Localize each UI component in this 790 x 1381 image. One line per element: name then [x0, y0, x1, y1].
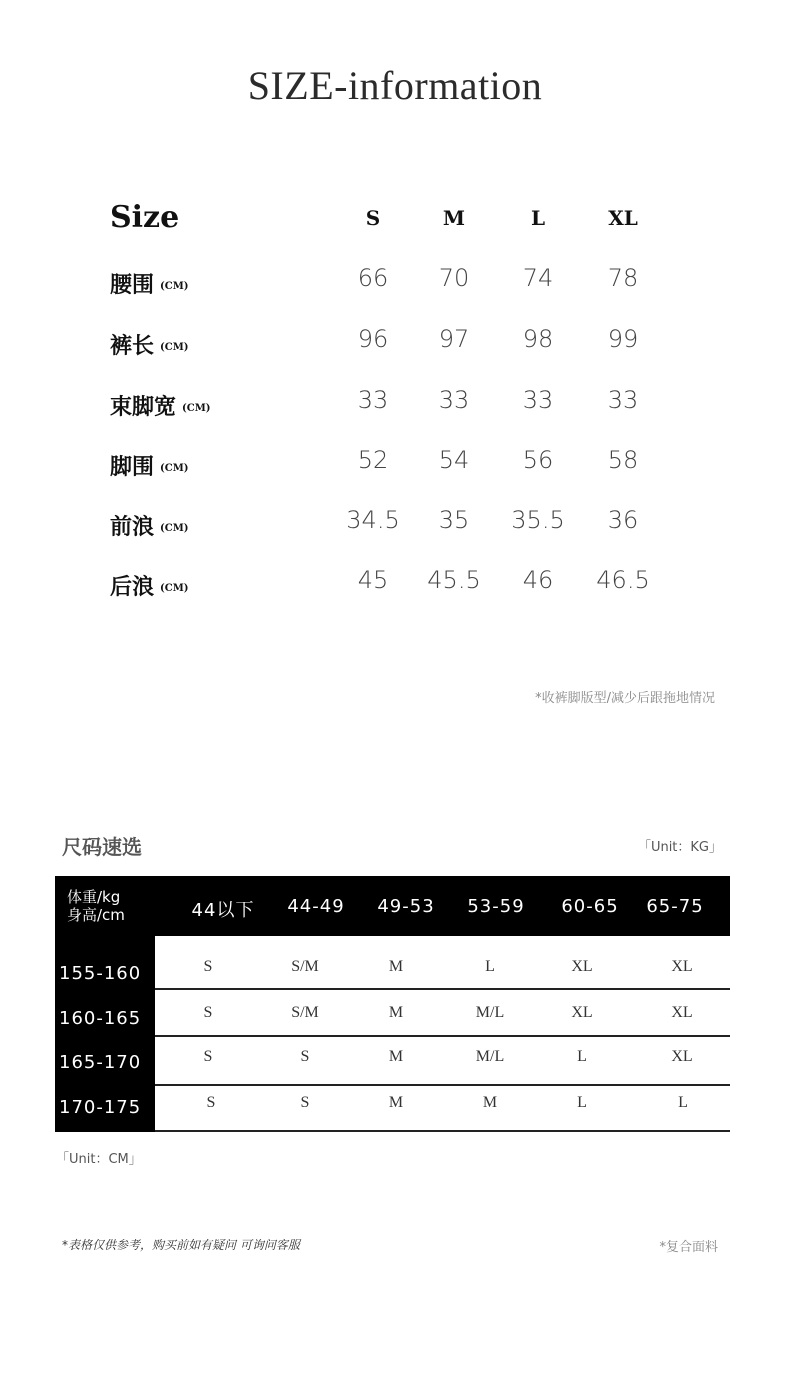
weight-column: 65-75 — [646, 896, 704, 917]
size-cell: XL — [671, 1004, 693, 1021]
row-label-text: 前浪 — [110, 514, 155, 540]
weight-column: 60-65 — [561, 896, 619, 917]
size-column-xl: XL — [608, 206, 638, 230]
footer-disclaimer: *表格仅供参考，购买前如有疑问 可询问客服 — [62, 1238, 300, 1252]
size-cell: M — [388, 1048, 404, 1065]
height-row-label: 165-170 — [59, 1052, 142, 1073]
size-cell: L — [678, 1094, 688, 1111]
size-cell: XL — [671, 958, 693, 975]
size-value: 35 — [438, 506, 470, 534]
size-value: 97 — [438, 325, 470, 353]
size-column-m: M — [442, 206, 466, 230]
size-cell: M — [388, 1094, 404, 1111]
size-cell: S/M — [291, 1004, 319, 1021]
footer-fabric-note: *复合面料 — [659, 1240, 718, 1255]
size-cell: S — [300, 1094, 310, 1111]
row-divider — [155, 1035, 730, 1037]
size-value: 99 — [607, 325, 639, 353]
size-value: 33 — [522, 386, 554, 414]
weight-column: 53-59 — [467, 896, 525, 917]
row-unit: (CM) — [160, 280, 189, 292]
size-value: 58 — [607, 446, 639, 474]
row-label-waist — [110, 268, 189, 299]
row-divider — [155, 1084, 730, 1086]
size-cell: L — [577, 1048, 587, 1065]
quick-select-table — [55, 876, 730, 1132]
size-value: 74 — [522, 264, 554, 292]
weight-column: 49-53 — [377, 896, 435, 917]
size-value: 96 — [357, 325, 389, 353]
row-label-text: 裤长 — [110, 333, 155, 359]
size-value: 33 — [438, 386, 470, 414]
corner-weight-label: 体重/kg — [67, 888, 121, 906]
size-cell: M/L — [475, 1048, 505, 1065]
corner-height-label: 身高/cm — [67, 906, 125, 924]
size-cell: S — [203, 958, 213, 975]
size-value: 46 — [522, 566, 554, 594]
row-unit: (CM) — [160, 462, 189, 474]
size-value: 98 — [522, 325, 554, 353]
size-value: 34.5 — [346, 506, 400, 534]
size-value: 66 — [357, 264, 389, 292]
size-header: Size — [110, 200, 180, 235]
row-label-text: 脚围 — [110, 454, 155, 480]
size-cell: XL — [571, 1004, 593, 1021]
row-label-text: 后浪 — [110, 574, 155, 600]
weight-unit-label: 「Unit：KG」 — [637, 840, 722, 855]
row-label-length — [110, 329, 189, 360]
size-cell: M/L — [475, 1004, 505, 1021]
row-label-front-rise — [110, 510, 189, 541]
size-value: 45.5 — [427, 566, 481, 594]
height-unit-label: 「Unit：CM」 — [56, 1152, 142, 1167]
row-divider — [155, 988, 730, 990]
height-row-label: 160-165 — [59, 1008, 142, 1029]
row-label-text: 腰围 — [110, 272, 155, 298]
size-value: 46.5 — [596, 566, 650, 594]
size-cell: M — [482, 1094, 498, 1111]
size-cell: S — [206, 1094, 216, 1111]
row-label-back-rise — [110, 570, 189, 601]
row-unit: (CM) — [160, 341, 189, 353]
weight-column: 44以下 — [191, 900, 255, 921]
size-cell: XL — [671, 1048, 693, 1065]
row-divider — [155, 1130, 730, 1132]
weight-column: 44-49 — [287, 896, 345, 917]
height-row-label: 170-175 — [59, 1097, 142, 1118]
size-value: 54 — [438, 446, 470, 474]
quick-select-title: 尺码速选 — [62, 835, 142, 859]
size-value: 33 — [357, 386, 389, 414]
size-cell: L — [485, 958, 495, 975]
row-label-text: 束脚宽 — [110, 394, 177, 420]
size-column-l: L — [530, 206, 546, 230]
size-cell: S/M — [291, 958, 319, 975]
size-cell: S — [203, 1004, 213, 1021]
size-cell: M — [388, 1004, 404, 1021]
size-cell: XL — [571, 958, 593, 975]
row-label-cuff-width — [110, 390, 211, 421]
row-unit: (CM) — [160, 582, 189, 594]
size-value: 45 — [357, 566, 389, 594]
page-title: SIZE-information — [247, 63, 543, 108]
size-value: 70 — [438, 264, 470, 292]
row-unit: (CM) — [182, 402, 211, 414]
size-value: 35.5 — [511, 506, 565, 534]
size-column-s: S — [365, 206, 381, 230]
table-corner-label — [67, 888, 125, 924]
size-value: 56 — [522, 446, 554, 474]
size-note: *收裤脚版型/减少后跟拖地情况 — [535, 691, 715, 706]
size-cell: M — [388, 958, 404, 975]
size-value: 36 — [607, 506, 639, 534]
height-row-label: 155-160 — [59, 963, 142, 984]
size-value: 33 — [607, 386, 639, 414]
size-value: 52 — [357, 446, 389, 474]
size-cell: S — [300, 1048, 310, 1065]
size-cell: L — [577, 1094, 587, 1111]
row-unit: (CM) — [160, 522, 189, 534]
size-value: 78 — [607, 264, 639, 292]
size-cell: S — [203, 1048, 213, 1065]
row-label-leg-opening — [110, 450, 189, 481]
